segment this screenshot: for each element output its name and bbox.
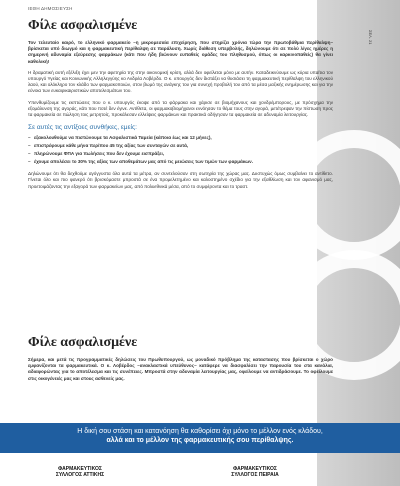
list-item: – πληρώνουμε ΦΠΑ για πωλήσεις που δεν έχουμε εισπράξει, [28, 151, 333, 157]
body-paragraph: Υπενθυμίζουμε τις εκπτώσεις που ο κ. υπουργός έκοψε από τα φάρμακα και χάρισε σε βιομήχανους και χονδρέμπορους, με πρόσχημα την εξομάλυνση της αγοράς, κάτι που ποτέ δεν έγινε. Αντίθετα, οι φαρμακοβιομήχανοι εννόησαν το θέμα τους στην αγορά, μετέτρεψαν την πίστωση προς τα φαρμακεία σε πώληση τοις μετρητοίς, προκάλεσαν ελλείψεις φαρμάκων και πρακτικά οδήγησαν τα φαρμακεία σε αδυναμία λειτουργίας. [28, 99, 333, 118]
list-item: – έχουμε απολέσει το 30% της αξίας των αποθεμάτων μας από τις μειώσεις των τιμών των φαρμάκων. [28, 159, 333, 165]
intro-paragraph: Τον τελευταίο καιρό, το ελληνικό φαρμακείο –η μικρομεσαία επιχείρηση, που στηρίζει χρόνια τώρα την πρωτοβάθμια περίθαλψη– βρίσκεται υπό διωγμό και η φαρμακευτική περίθαλψη σε παράλυση. Χωρίς διάθεση υπερβολής, δηλώνουμε ότι σε πολύ λίγες ημέρες η σημερινή αδυναμία εξεύρεσης φαρμάκων (κάτι που ήδη βιώνουν ευπαθείς ομάδες του πληθυσμού, όπως οι καρκινοπαθείς) θα γίνει καθολική! [28, 40, 333, 64]
list-item: – εξακολουθούμε να πιστώνουμε τα Ασφαλιστικά Ταμεία (κάποια έως και 12 μήνες), [28, 135, 333, 141]
closing-banner [0, 423, 400, 453]
banner-line: Η δική σου στάση και κατανόηση θα καθορίσει όχι μόνο το μέλλον ενός κλάδου, [77, 428, 323, 435]
signature-line: ΦΑΡΜΑΚΕΥΤΙΚΟΣ [58, 466, 102, 472]
signature-line: ΦΑΡΜΑΚΕΥΤΙΚΟΣ [233, 466, 277, 472]
list-item: – επιστρέφουμε κάθε μήνα περίπου 45 της αξίας των συνταγών σε αυτά, [28, 143, 333, 149]
page-number: ΣΕΛ. 21 [368, 30, 373, 45]
section-title: Φίλε ασφαλισμένε [28, 335, 138, 350]
body-paragraph: Δηλώνουμε ότι θα δεχθούμε αγόγγυστα όλα αυτά τα μέτρα, αν συντελούσαν στη σωτηρία της χώρας μας. Δυστυχώς όμως συμβαίνει το αντίθετο. Γίνεται όλο και πιο φανερό ότι βρισκόμαστε μπροστά σε ένα προμελετημένο και καλοστημένο σχέδιο για την εξαθλίωση και τον αφανισμό μας, προετοιμάζοντας την εξαγορά των φαρμακείων μας, από πολυεθνικά μέσα, από το συμφέροντα και το τραστ. [28, 171, 333, 189]
banner-line-bold: αλλά και το μέλλον της φαρμακευτικής σου περίθαλψης. [106, 437, 294, 444]
signature-block [205, 466, 305, 478]
body-paragraph: Η δραματική αυτή εξέλιξη έχει μεν την αφετηρία της στην οικονομική κρίση, αλλά δεν οφείλεται μόνο με αυτήν. Καταδεικνύουμε ως κύρια υπαίτια τον υπουργό Υγείας και Κοινωνικής Αλληλεγγύης κο Ανδρέα Λοβέρδο. Ο κ. υπουργός δεν διστάζει να θυσιάσει τη φαρμακευτική περίθαλψη του ελληνικού λαού, και ολόκληρο τον κλάδο των φαρμακοποιών, στον βωμό της ανάγκης του για συνεχή προβολή του από τα μέσα μαζικής ενημέρωσης και για την εύνοια των ευκαιρικαιριστικών αποτελεσμάτων του. [28, 69, 333, 94]
section-one [28, 18, 333, 195]
body-paragraph: Σήμερα, και μετά τις προγραμματικές δηλώσεις του Πρωθυπουργού, ως μοναδικό πρόβλημα της καταστασης που βρίσκεται ο χώρο εμφανίζονται τα φαρμακευτικά. Ο κ. Λοβέρδος –ανακλαστικά υπεύθυνος– κατάφερε να διασφαλίσει την παρουσία του στα κανάλια, αδιαφορώντας για το αποτέλεσμα και τις συνέπειες. Μπροστά στην αδυναμία λειτουργίας μας, οφείλουμε να αντιδράσουμε. Το οφείλουμε στις οικογένειές μας και στους ασθενείς μας. [28, 357, 333, 381]
section-two [28, 335, 333, 387]
signature-line: ΣΥΛΛΟΓΟΣ ΠΕΙΡΑΙΑ [231, 472, 279, 478]
page-header-tag: ΙΕΘΗ ΔΗΜΟΣΙΕΥΣΗ [28, 6, 73, 11]
signature-block [30, 466, 130, 478]
bullet-list [28, 135, 333, 165]
subheading: Σε αυτές τις αντίξοες συνθήκες, εμείς: [28, 124, 138, 132]
signature-line: ΣΥΛΛΟΓΟΣ ΑΤΤΙΚΗΣ [55, 472, 105, 478]
section-title: Φίλε ασφαλισμένε [28, 18, 138, 33]
